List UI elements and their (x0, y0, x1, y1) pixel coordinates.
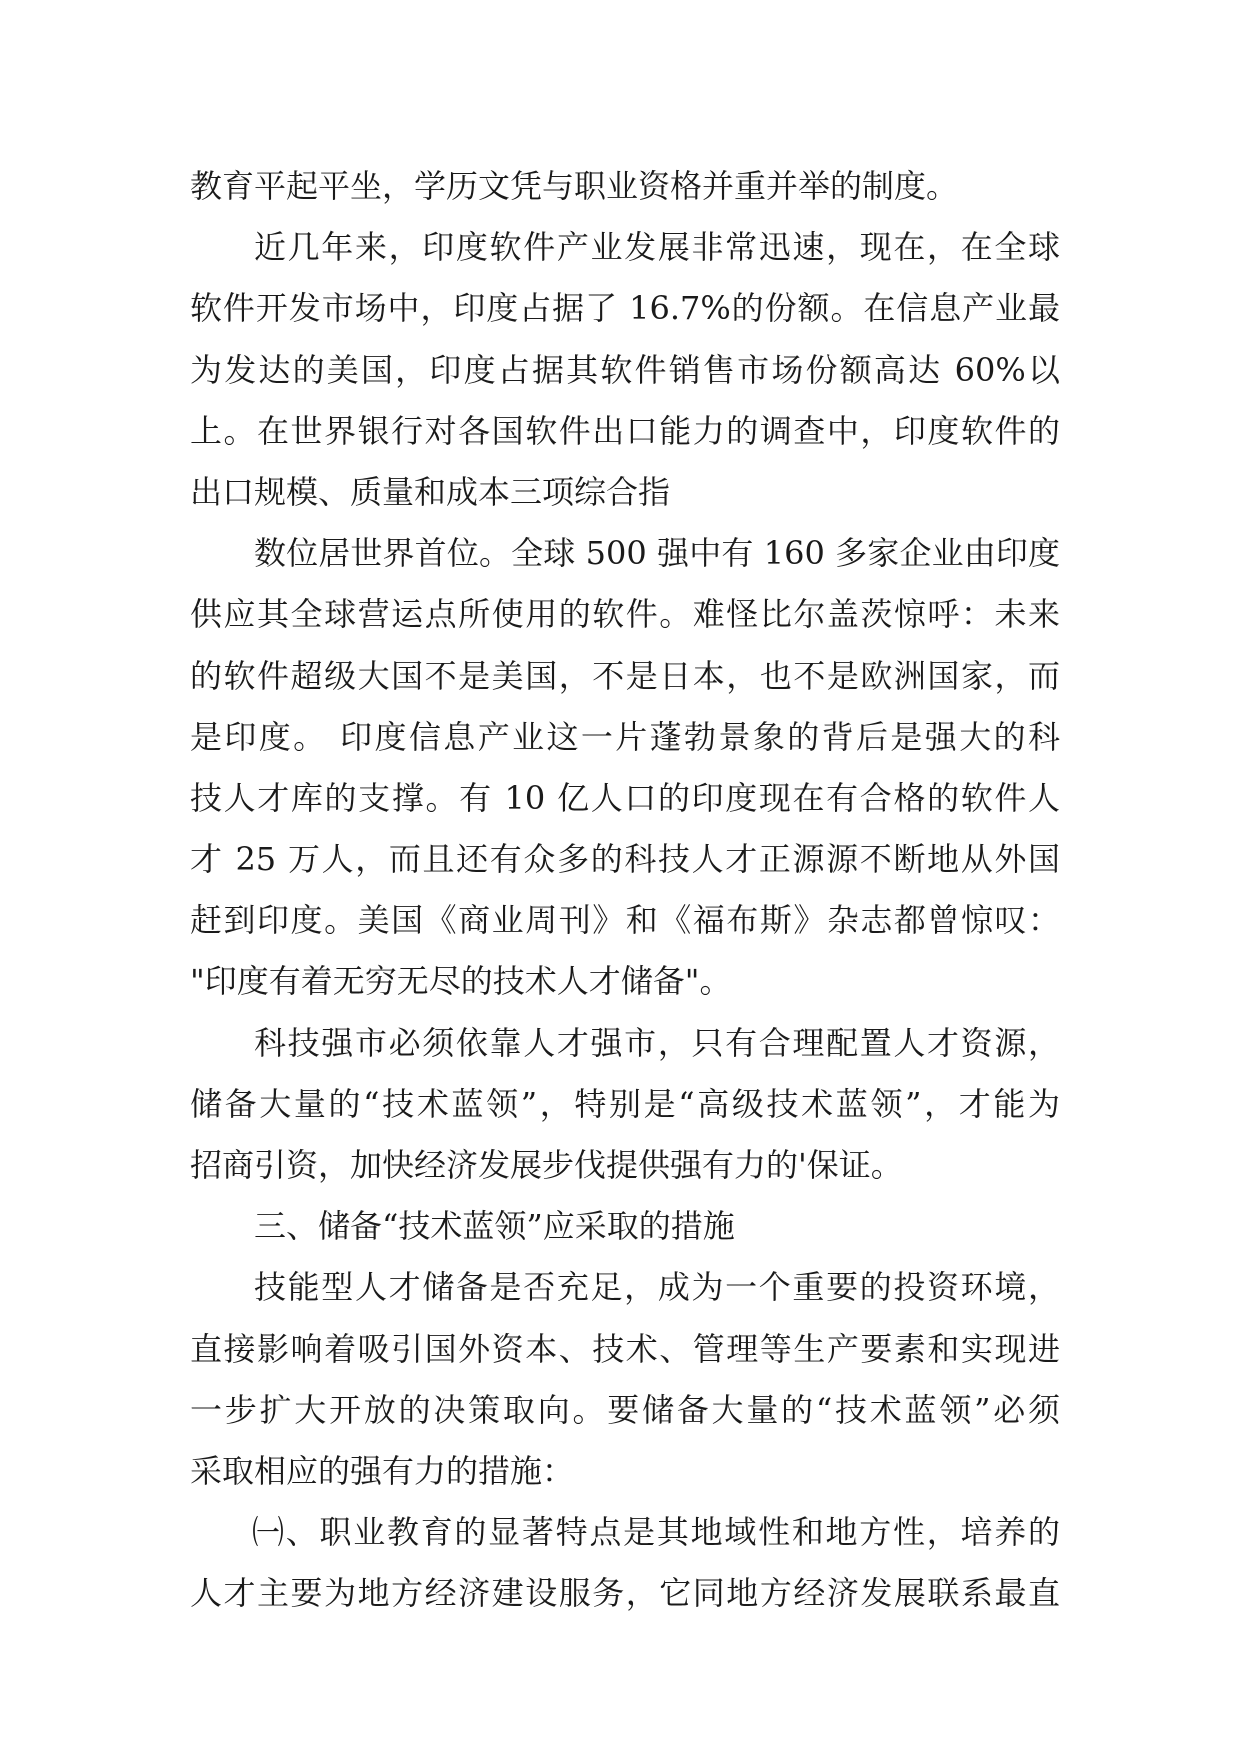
text-line: 出口规模、质量和成本三项综合指 (190, 472, 671, 511)
text-line: 上。在世界银行对各国软件出口能力的调查中，印度软件的 (190, 411, 1060, 450)
text-line: 人才主要为地方经济建设服务，它同地方经济发展联系最直 (190, 1574, 1060, 1613)
text-line: 采取相应的强有力的措施： (190, 1451, 575, 1490)
text-line: "印度有着无穷无尽的技术人才储备"。 (190, 962, 732, 1001)
section-heading: 三、储备“技术蓝领”应采取的措施 (254, 1207, 735, 1246)
text-line: 供应其全球营运点所使用的软件。难怪比尔盖茨惊呼：未来 (190, 595, 1060, 634)
text-line: 近几年来，印度软件产业发展非常迅速，现在，在全球 (254, 228, 1060, 267)
text-line: 赶到印度。美国《商业周刊》和《福布斯》杂志都曾惊叹： (190, 901, 1060, 940)
text-line: 科技强市必须依靠人才强市，只有合理配置人才资源， (254, 1023, 1060, 1062)
text-line: 是印度。 印度信息产业这一片蓬勃景象的背后是强大的科 (190, 717, 1060, 756)
text-line: ㈠、职业教育的显著特点是其地域性和地方性，培养的 (252, 1513, 1060, 1552)
text-line: 数位居世界首位。全球 500 强中有 160 多家企业由印度 (254, 534, 1060, 573)
text-line: 储备大量的“技术蓝领”，特别是“高级技术蓝领”，才能为 (190, 1084, 1060, 1123)
text-line: 技人才库的支撑。有 10 亿人口的印度现在有合格的软件人 (190, 778, 1060, 817)
text-line: 的软件超级大国不是美国，不是日本，也不是欧洲国家，而 (190, 656, 1060, 695)
text-line: 直接影响着吸引国外资本、技术、管理等生产要素和实现进 (190, 1329, 1060, 1368)
text-line: 技能型人才储备是否充足，成为一个重要的投资环境， (254, 1268, 1060, 1307)
text-line: 教育平起平坐，学历文凭与职业资格并重并举的制度。 (190, 167, 959, 205)
body-text (190, 156, 1060, 1625)
text-line: 招商引资，加快经济发展步伐提供强有力的'保证。 (190, 1146, 903, 1184)
text-line: 为发达的美国，印度占据其软件销售市场份额高达 60%以 (190, 350, 1060, 389)
text-line: 软件开发市场中，印度占据了 16.7%的份额。在信息产业最 (190, 289, 1060, 328)
text-line: 才 25 万人，而且还有众多的科技人才正源源不断地从外国 (190, 840, 1060, 879)
text-line: 一步扩大开放的决策取向。要储备大量的“技术蓝领”必须 (190, 1390, 1060, 1429)
